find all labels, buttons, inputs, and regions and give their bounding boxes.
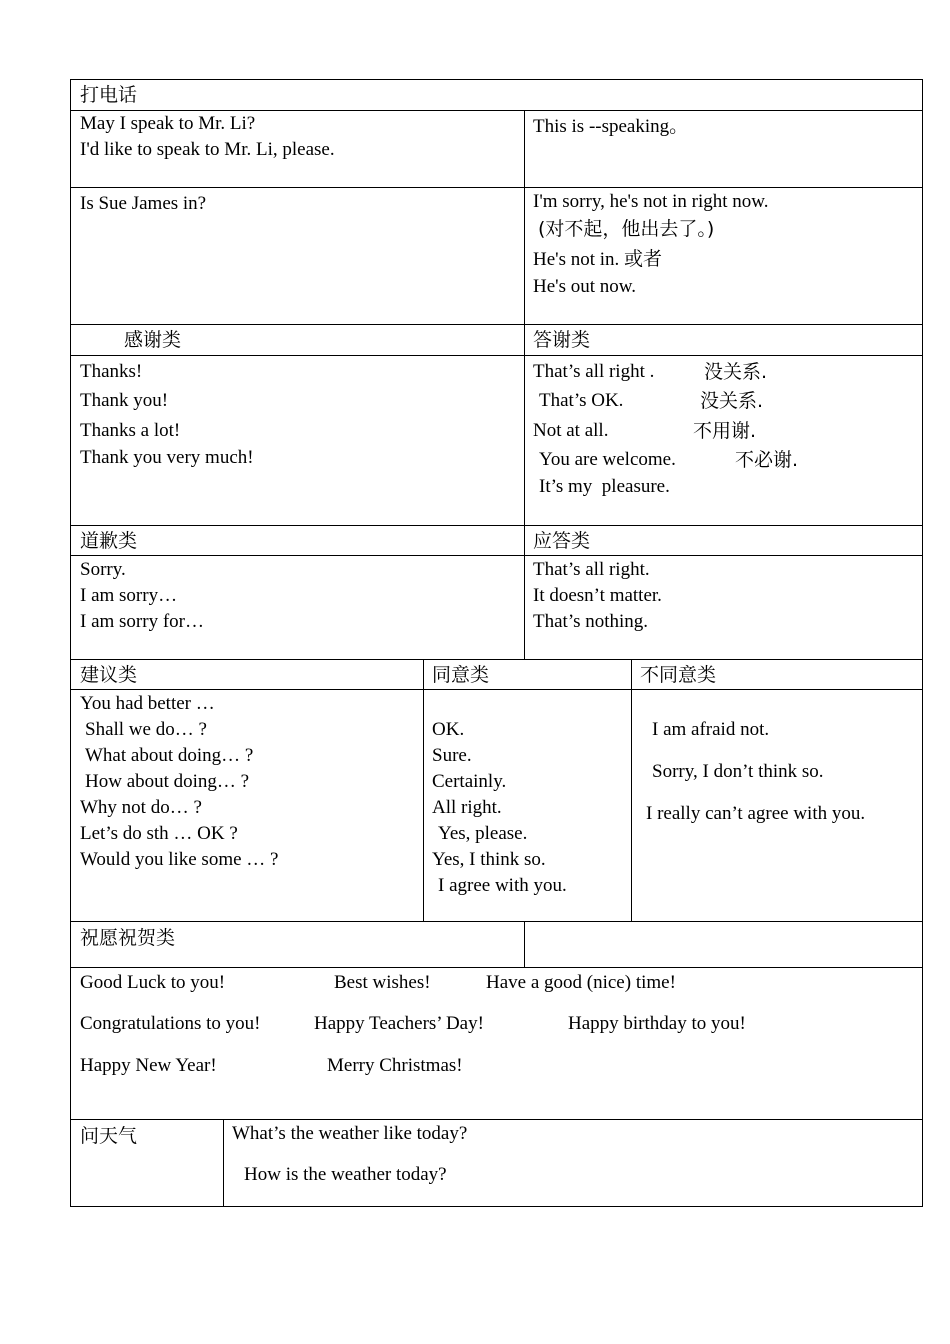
- disagree-line: Sorry, I don’t think so.: [652, 761, 824, 782]
- phone-heading: 打电话: [80, 84, 138, 106]
- wish-item: Congratulations to you!: [80, 1013, 261, 1034]
- grid-line: [70, 525, 923, 526]
- grid-line: [70, 1119, 923, 1120]
- wish-item: Have a good (nice) time!: [486, 972, 676, 993]
- agree-line: OK.: [432, 719, 465, 740]
- phone-reply2-line: I'm sorry, he's not in right now.: [533, 191, 769, 212]
- wish-item: Good Luck to you!: [80, 972, 226, 993]
- thanks-reply-en: That’s OK.: [539, 390, 624, 411]
- suggestion-heading: 建议类: [80, 664, 138, 686]
- grid-line: [423, 659, 424, 922]
- phone-reply2-line: He's out now.: [533, 276, 636, 297]
- grid-line: [70, 79, 71, 1207]
- agree-heading: 同意类: [432, 664, 490, 686]
- thanks-reply-cn: 没关系.: [700, 390, 764, 412]
- grid-line: [70, 921, 923, 922]
- thanks-reply-cn: 不用谢.: [693, 420, 757, 442]
- apology-reply-heading: 应答类: [533, 530, 591, 552]
- thanks-reply-en: That’s all right .: [533, 361, 655, 382]
- thanks-reply-cn: 不必谢.: [735, 449, 799, 471]
- thanks-line: Thanks a lot!: [80, 420, 181, 441]
- grid-line: [70, 1206, 923, 1207]
- phone-reply2-line: (对不起，他出去了。): [538, 218, 715, 240]
- thanks-reply-heading: 答谢类: [533, 329, 591, 351]
- grid-line: [70, 355, 923, 356]
- agree-line: I agree with you.: [438, 875, 567, 896]
- grid-line: [524, 921, 525, 968]
- grid-line: [70, 555, 923, 556]
- weather-line: How is the weather today?: [244, 1164, 447, 1185]
- thanks-reply-en: Not at all.: [533, 420, 609, 441]
- suggestion-line: Why not do… ?: [80, 797, 202, 818]
- agree-line: Sure.: [432, 745, 472, 766]
- thanks-reply-en: You are welcome.: [539, 449, 676, 470]
- thanks-line: Thank you very much!: [80, 447, 254, 468]
- grid-line: [70, 79, 923, 80]
- thanks-line: Thanks!: [80, 361, 143, 382]
- suggestion-line: Would you like some … ?: [80, 849, 279, 870]
- apology-reply: That’s nothing.: [533, 611, 649, 632]
- disagree-line: I really can’t agree with you.: [646, 803, 866, 824]
- apology-heading: 道歉类: [80, 530, 138, 552]
- phone-ask-line: May I speak to Mr. Li?: [80, 113, 256, 134]
- thanks-line: Thank you!: [80, 390, 169, 411]
- grid-line: [524, 110, 525, 660]
- agree-line: Yes, please.: [438, 823, 528, 844]
- apology-line: I am sorry for…: [80, 611, 204, 632]
- apology-reply: It doesn’t matter.: [533, 585, 662, 606]
- phone-reply: This is --speaking。: [533, 116, 689, 137]
- weather-line: What’s the weather like today?: [232, 1123, 468, 1144]
- thanks-reply-en: It’s my pleasure.: [539, 476, 670, 497]
- wishes-heading: 祝愿祝贺类: [80, 927, 176, 949]
- wish-item: Happy birthday to you!: [568, 1013, 746, 1034]
- grid-line: [922, 79, 923, 1207]
- grid-line: [631, 659, 632, 922]
- grid-line: [223, 1119, 224, 1207]
- apology-line: I am sorry…: [80, 585, 178, 606]
- wish-item: Best wishes!: [334, 972, 431, 993]
- suggestion-line: Let’s do sth … OK ?: [80, 823, 238, 844]
- wish-item: Merry Christmas!: [327, 1055, 463, 1076]
- thanks-heading: 感谢类: [124, 329, 182, 351]
- phone-ask2: Is Sue James in?: [80, 193, 207, 214]
- thanks-reply-cn: 没关系.: [704, 361, 768, 383]
- disagree-line: I am afraid not.: [652, 719, 770, 740]
- suggestion-line: You had better …: [80, 693, 215, 714]
- apology-line: Sorry.: [80, 559, 126, 580]
- grid-line: [70, 967, 923, 968]
- suggestion-line: Shall we do… ?: [85, 719, 207, 740]
- grid-line: [70, 324, 923, 325]
- phone-reply2-line: He's not in. 或者: [533, 249, 663, 270]
- grid-line: [70, 187, 923, 188]
- agree-line: Yes, I think so.: [432, 849, 546, 870]
- agree-line: All right.: [432, 797, 502, 818]
- apology-reply: That’s all right.: [533, 559, 650, 580]
- wish-item: Happy Teachers’ Day!: [314, 1013, 484, 1034]
- grid-line: [70, 659, 923, 660]
- grid-line: [70, 689, 923, 690]
- suggestion-line: What about doing… ?: [85, 745, 254, 766]
- agree-line: Certainly.: [432, 771, 507, 792]
- suggestion-line: How about doing… ?: [85, 771, 250, 792]
- phone-ask-line: I'd like to speak to Mr. Li, please.: [80, 139, 335, 160]
- weather-heading: 问天气: [80, 1125, 138, 1147]
- disagree-heading: 不同意类: [640, 664, 717, 686]
- wish-item: Happy New Year!: [80, 1055, 217, 1076]
